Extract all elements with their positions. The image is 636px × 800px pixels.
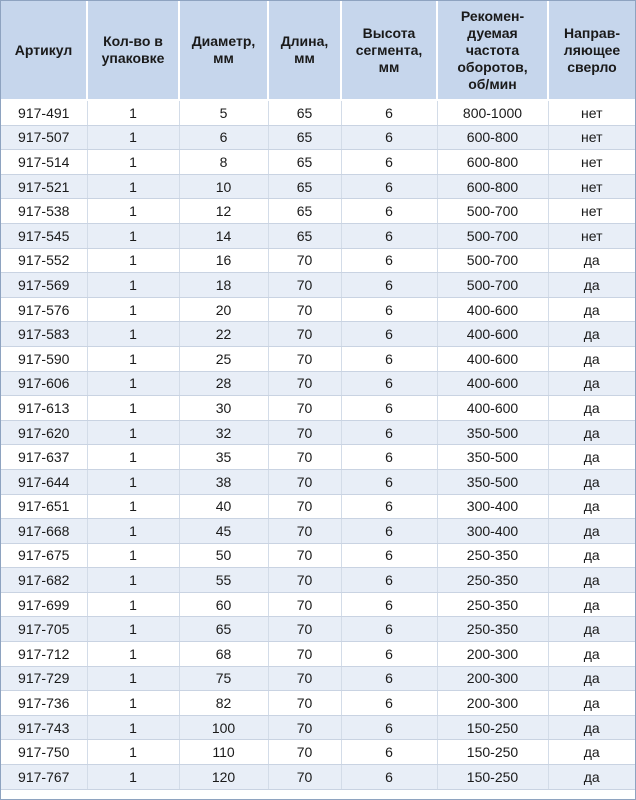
table-row <box>1 322 635 347</box>
cell-rpm: 250-350 <box>437 543 548 568</box>
cell-article: 917-729 <box>1 666 87 691</box>
cell-length: 70 <box>268 371 341 396</box>
cell-article: 917-590 <box>1 346 87 371</box>
cell-diameter: 38 <box>179 469 268 494</box>
cell-segment-height: 6 <box>341 125 437 150</box>
cell-guide-drill: да <box>548 715 635 740</box>
cell-rpm: 500-700 <box>437 223 548 248</box>
cell-diameter: 50 <box>179 543 268 568</box>
cell-article: 917-637 <box>1 445 87 470</box>
table-row <box>1 592 635 617</box>
header-text-line: Длина, <box>280 33 329 49</box>
header-article <box>1 1 87 100</box>
cell-length: 70 <box>268 765 341 790</box>
cell-guide-drill: да <box>548 273 635 298</box>
cell-pack-qty: 1 <box>87 691 179 716</box>
cell-pack-qty: 1 <box>87 469 179 494</box>
cell-article: 917-576 <box>1 297 87 322</box>
cell-length: 70 <box>268 396 341 421</box>
cell-length: 70 <box>268 494 341 519</box>
cell-rpm: 350-500 <box>437 445 548 470</box>
cell-guide-drill: да <box>548 371 635 396</box>
cell-pack-qty: 1 <box>87 642 179 667</box>
cell-segment-height: 6 <box>341 519 437 544</box>
cell-segment-height: 6 <box>341 248 437 273</box>
header-text-line: дуемая <box>467 24 518 41</box>
header-text-line: мм <box>213 50 234 66</box>
cell-pack-qty: 1 <box>87 273 179 298</box>
cell-rpm: 150-250 <box>437 765 548 790</box>
cell-length: 70 <box>268 592 341 617</box>
cell-rpm: 250-350 <box>437 617 548 642</box>
cell-rpm: 150-250 <box>437 740 548 765</box>
table-row <box>1 396 635 421</box>
header-pack-qty <box>87 1 179 100</box>
cell-length: 70 <box>268 740 341 765</box>
cell-guide-drill: нет <box>548 223 635 248</box>
cell-pack-qty: 1 <box>87 199 179 224</box>
cell-diameter: 65 <box>179 617 268 642</box>
cell-rpm: 250-350 <box>437 592 548 617</box>
cell-diameter: 20 <box>179 297 268 322</box>
cell-article: 917-712 <box>1 642 87 667</box>
cell-diameter: 30 <box>179 396 268 421</box>
header-text-line: мм <box>294 50 315 66</box>
cell-length: 70 <box>268 445 341 470</box>
cell-diameter: 32 <box>179 420 268 445</box>
cell-guide-drill: да <box>548 248 635 273</box>
cell-pack-qty: 1 <box>87 617 179 642</box>
cell-pack-qty: 1 <box>87 592 179 617</box>
table-row <box>1 568 635 593</box>
cell-rpm: 400-600 <box>437 346 548 371</box>
cell-article: 917-668 <box>1 519 87 544</box>
header-text-line: мм <box>378 58 400 75</box>
cell-length: 70 <box>268 617 341 642</box>
table-row <box>1 740 635 765</box>
cell-pack-qty: 1 <box>87 568 179 593</box>
cell-guide-drill: да <box>548 617 635 642</box>
cell-article: 917-552 <box>1 248 87 273</box>
cell-length: 70 <box>268 248 341 273</box>
cell-rpm: 200-300 <box>437 666 548 691</box>
header-text-line: Рекомен- <box>460 7 525 24</box>
cell-diameter: 110 <box>179 740 268 765</box>
cell-pack-qty: 1 <box>87 494 179 519</box>
table-row <box>1 297 635 322</box>
cell-article: 917-736 <box>1 691 87 716</box>
cell-segment-height: 6 <box>341 273 437 298</box>
header-text-line: сегмента, <box>355 41 423 58</box>
cell-segment-height: 6 <box>341 297 437 322</box>
cell-length: 70 <box>268 543 341 568</box>
cell-article: 917-750 <box>1 740 87 765</box>
table-row <box>1 543 635 568</box>
cell-guide-drill: да <box>548 420 635 445</box>
cell-article: 917-675 <box>1 543 87 568</box>
cell-guide-drill: да <box>548 297 635 322</box>
cell-pack-qty: 1 <box>87 322 179 347</box>
cell-length: 70 <box>268 642 341 667</box>
cell-pack-qty: 1 <box>87 765 179 790</box>
cell-article: 917-606 <box>1 371 87 396</box>
cell-guide-drill: нет <box>548 199 635 224</box>
table-row <box>1 617 635 642</box>
cell-guide-drill: да <box>548 346 635 371</box>
table-row <box>1 691 635 716</box>
cell-diameter: 82 <box>179 691 268 716</box>
cell-guide-drill: нет <box>548 150 635 175</box>
cell-segment-height: 6 <box>341 371 437 396</box>
header-text-line: Артикул <box>14 41 73 58</box>
cell-diameter: 18 <box>179 273 268 298</box>
cell-length: 65 <box>268 223 341 248</box>
cell-guide-drill: нет <box>548 100 635 125</box>
table-row <box>1 666 635 691</box>
cell-diameter: 8 <box>179 150 268 175</box>
cell-segment-height: 6 <box>341 666 437 691</box>
cell-rpm: 400-600 <box>437 297 548 322</box>
cell-guide-drill: нет <box>548 174 635 199</box>
cell-segment-height: 6 <box>341 543 437 568</box>
header-guide-drill <box>548 1 635 100</box>
table-row <box>1 100 635 125</box>
cell-article: 917-767 <box>1 765 87 790</box>
cell-segment-height: 6 <box>341 150 437 175</box>
cell-segment-height: 6 <box>341 322 437 347</box>
table-row <box>1 519 635 544</box>
cell-diameter: 68 <box>179 642 268 667</box>
cell-article: 917-491 <box>1 100 87 125</box>
cell-segment-height: 6 <box>341 617 437 642</box>
cell-length: 70 <box>268 322 341 347</box>
cell-length: 65 <box>268 174 341 199</box>
cell-article: 917-538 <box>1 199 87 224</box>
cell-article: 917-545 <box>1 223 87 248</box>
cell-pack-qty: 1 <box>87 740 179 765</box>
table-row <box>1 715 635 740</box>
cell-segment-height: 6 <box>341 445 437 470</box>
cell-length: 70 <box>268 273 341 298</box>
cell-segment-height: 6 <box>341 174 437 199</box>
table-row <box>1 174 635 199</box>
cell-rpm: 350-500 <box>437 420 548 445</box>
table-header <box>1 1 635 100</box>
cell-pack-qty: 1 <box>87 248 179 273</box>
cell-guide-drill: нет <box>548 125 635 150</box>
table-body <box>1 100 635 789</box>
cell-rpm: 600-800 <box>437 174 548 199</box>
cell-pack-qty: 1 <box>87 371 179 396</box>
cell-segment-height: 6 <box>341 346 437 371</box>
cell-article: 917-705 <box>1 617 87 642</box>
cell-rpm: 400-600 <box>437 371 548 396</box>
table-row <box>1 125 635 150</box>
cell-pack-qty: 1 <box>87 174 179 199</box>
spec-table <box>1 1 635 790</box>
table-row <box>1 199 635 224</box>
cell-length: 70 <box>268 666 341 691</box>
header-row <box>1 1 635 100</box>
cell-diameter: 22 <box>179 322 268 347</box>
cell-diameter: 28 <box>179 371 268 396</box>
cell-diameter: 55 <box>179 568 268 593</box>
cell-pack-qty: 1 <box>87 519 179 544</box>
cell-segment-height: 6 <box>341 223 437 248</box>
cell-rpm: 600-800 <box>437 125 548 150</box>
cell-guide-drill: да <box>548 666 635 691</box>
cell-article: 917-521 <box>1 174 87 199</box>
cell-segment-height: 6 <box>341 568 437 593</box>
table-row <box>1 223 635 248</box>
header-text-line: Высота <box>362 24 416 41</box>
cell-length: 70 <box>268 691 341 716</box>
cell-rpm: 150-250 <box>437 715 548 740</box>
cell-pack-qty: 1 <box>87 150 179 175</box>
cell-length: 70 <box>268 297 341 322</box>
cell-rpm: 300-400 <box>437 494 548 519</box>
cell-pack-qty: 1 <box>87 396 179 421</box>
cell-guide-drill: да <box>548 592 635 617</box>
cell-rpm: 200-300 <box>437 642 548 667</box>
cell-length: 65 <box>268 125 341 150</box>
cell-segment-height: 6 <box>341 469 437 494</box>
cell-article: 917-699 <box>1 592 87 617</box>
cell-article: 917-682 <box>1 568 87 593</box>
cell-segment-height: 6 <box>341 740 437 765</box>
table-row <box>1 248 635 273</box>
cell-rpm: 300-400 <box>437 519 548 544</box>
cell-rpm: 600-800 <box>437 150 548 175</box>
cell-rpm: 500-700 <box>437 199 548 224</box>
header-text-line: упаковке <box>101 50 165 66</box>
cell-article: 917-507 <box>1 125 87 150</box>
cell-length: 65 <box>268 199 341 224</box>
cell-segment-height: 6 <box>341 494 437 519</box>
cell-length: 70 <box>268 519 341 544</box>
cell-diameter: 75 <box>179 666 268 691</box>
table-row <box>1 642 635 667</box>
cell-guide-drill: да <box>548 568 635 593</box>
cell-pack-qty: 1 <box>87 543 179 568</box>
table-row <box>1 150 635 175</box>
table-row <box>1 346 635 371</box>
cell-diameter: 5 <box>179 100 268 125</box>
cell-pack-qty: 1 <box>87 715 179 740</box>
header-text-line: Направ- <box>564 24 620 41</box>
table-row <box>1 469 635 494</box>
header-rpm <box>437 1 548 100</box>
cell-guide-drill: да <box>548 691 635 716</box>
cell-segment-height: 6 <box>341 691 437 716</box>
cell-rpm: 350-500 <box>437 469 548 494</box>
header-text-line: Диаметр, <box>191 33 256 49</box>
table-row <box>1 765 635 790</box>
cell-article: 917-613 <box>1 396 87 421</box>
cell-pack-qty: 1 <box>87 666 179 691</box>
cell-pack-qty: 1 <box>87 223 179 248</box>
cell-diameter: 6 <box>179 125 268 150</box>
cell-segment-height: 6 <box>341 396 437 421</box>
cell-pack-qty: 1 <box>87 445 179 470</box>
header-text-line: об/мин <box>468 75 517 92</box>
cell-segment-height: 6 <box>341 100 437 125</box>
cell-rpm: 250-350 <box>437 568 548 593</box>
cell-guide-drill: да <box>548 765 635 790</box>
cell-segment-height: 6 <box>341 715 437 740</box>
table-row <box>1 371 635 396</box>
cell-diameter: 100 <box>179 715 268 740</box>
header-text-line: оборотов, <box>457 58 528 75</box>
cell-pack-qty: 1 <box>87 297 179 322</box>
cell-length: 70 <box>268 469 341 494</box>
cell-diameter: 120 <box>179 765 268 790</box>
cell-article: 917-651 <box>1 494 87 519</box>
cell-diameter: 14 <box>179 223 268 248</box>
cell-diameter: 10 <box>179 174 268 199</box>
cell-guide-drill: да <box>548 445 635 470</box>
header-text-line: сверло <box>567 58 617 75</box>
cell-rpm: 800-1000 <box>437 100 548 125</box>
cell-guide-drill: да <box>548 519 635 544</box>
cell-article: 917-569 <box>1 273 87 298</box>
table-row <box>1 420 635 445</box>
header-text-line: ляющее <box>563 41 621 58</box>
table-row <box>1 273 635 298</box>
cell-segment-height: 6 <box>341 199 437 224</box>
cell-segment-height: 6 <box>341 592 437 617</box>
cell-pack-qty: 1 <box>87 346 179 371</box>
table-row <box>1 494 635 519</box>
header-text-line: частота <box>465 41 520 58</box>
cell-guide-drill: да <box>548 740 635 765</box>
header-text-line: Кол-во в <box>103 33 163 49</box>
cell-diameter: 40 <box>179 494 268 519</box>
cell-guide-drill: да <box>548 396 635 421</box>
cell-segment-height: 6 <box>341 420 437 445</box>
header-segment-height <box>341 1 437 100</box>
cell-guide-drill: да <box>548 543 635 568</box>
cell-length: 65 <box>268 150 341 175</box>
cell-diameter: 12 <box>179 199 268 224</box>
cell-article: 917-644 <box>1 469 87 494</box>
table-row <box>1 445 635 470</box>
cell-rpm: 400-600 <box>437 396 548 421</box>
cell-pack-qty: 1 <box>87 420 179 445</box>
cell-length: 70 <box>268 715 341 740</box>
cell-segment-height: 6 <box>341 765 437 790</box>
cell-article: 917-743 <box>1 715 87 740</box>
cell-length: 70 <box>268 568 341 593</box>
cell-pack-qty: 1 <box>87 100 179 125</box>
cell-diameter: 25 <box>179 346 268 371</box>
cell-rpm: 500-700 <box>437 248 548 273</box>
header-diameter <box>179 1 268 100</box>
cell-rpm: 400-600 <box>437 322 548 347</box>
cell-guide-drill: да <box>548 322 635 347</box>
cell-rpm: 500-700 <box>437 273 548 298</box>
cell-pack-qty: 1 <box>87 125 179 150</box>
header-length <box>268 1 341 100</box>
cell-article: 917-620 <box>1 420 87 445</box>
cell-length: 70 <box>268 346 341 371</box>
cell-diameter: 16 <box>179 248 268 273</box>
cell-rpm: 200-300 <box>437 691 548 716</box>
cell-guide-drill: да <box>548 469 635 494</box>
cell-diameter: 35 <box>179 445 268 470</box>
cell-guide-drill: да <box>548 494 635 519</box>
cell-segment-height: 6 <box>341 642 437 667</box>
cell-length: 70 <box>268 420 341 445</box>
cell-diameter: 60 <box>179 592 268 617</box>
cell-article: 917-583 <box>1 322 87 347</box>
cell-guide-drill: да <box>548 642 635 667</box>
cell-article: 917-514 <box>1 150 87 175</box>
cell-diameter: 45 <box>179 519 268 544</box>
cell-length: 65 <box>268 100 341 125</box>
